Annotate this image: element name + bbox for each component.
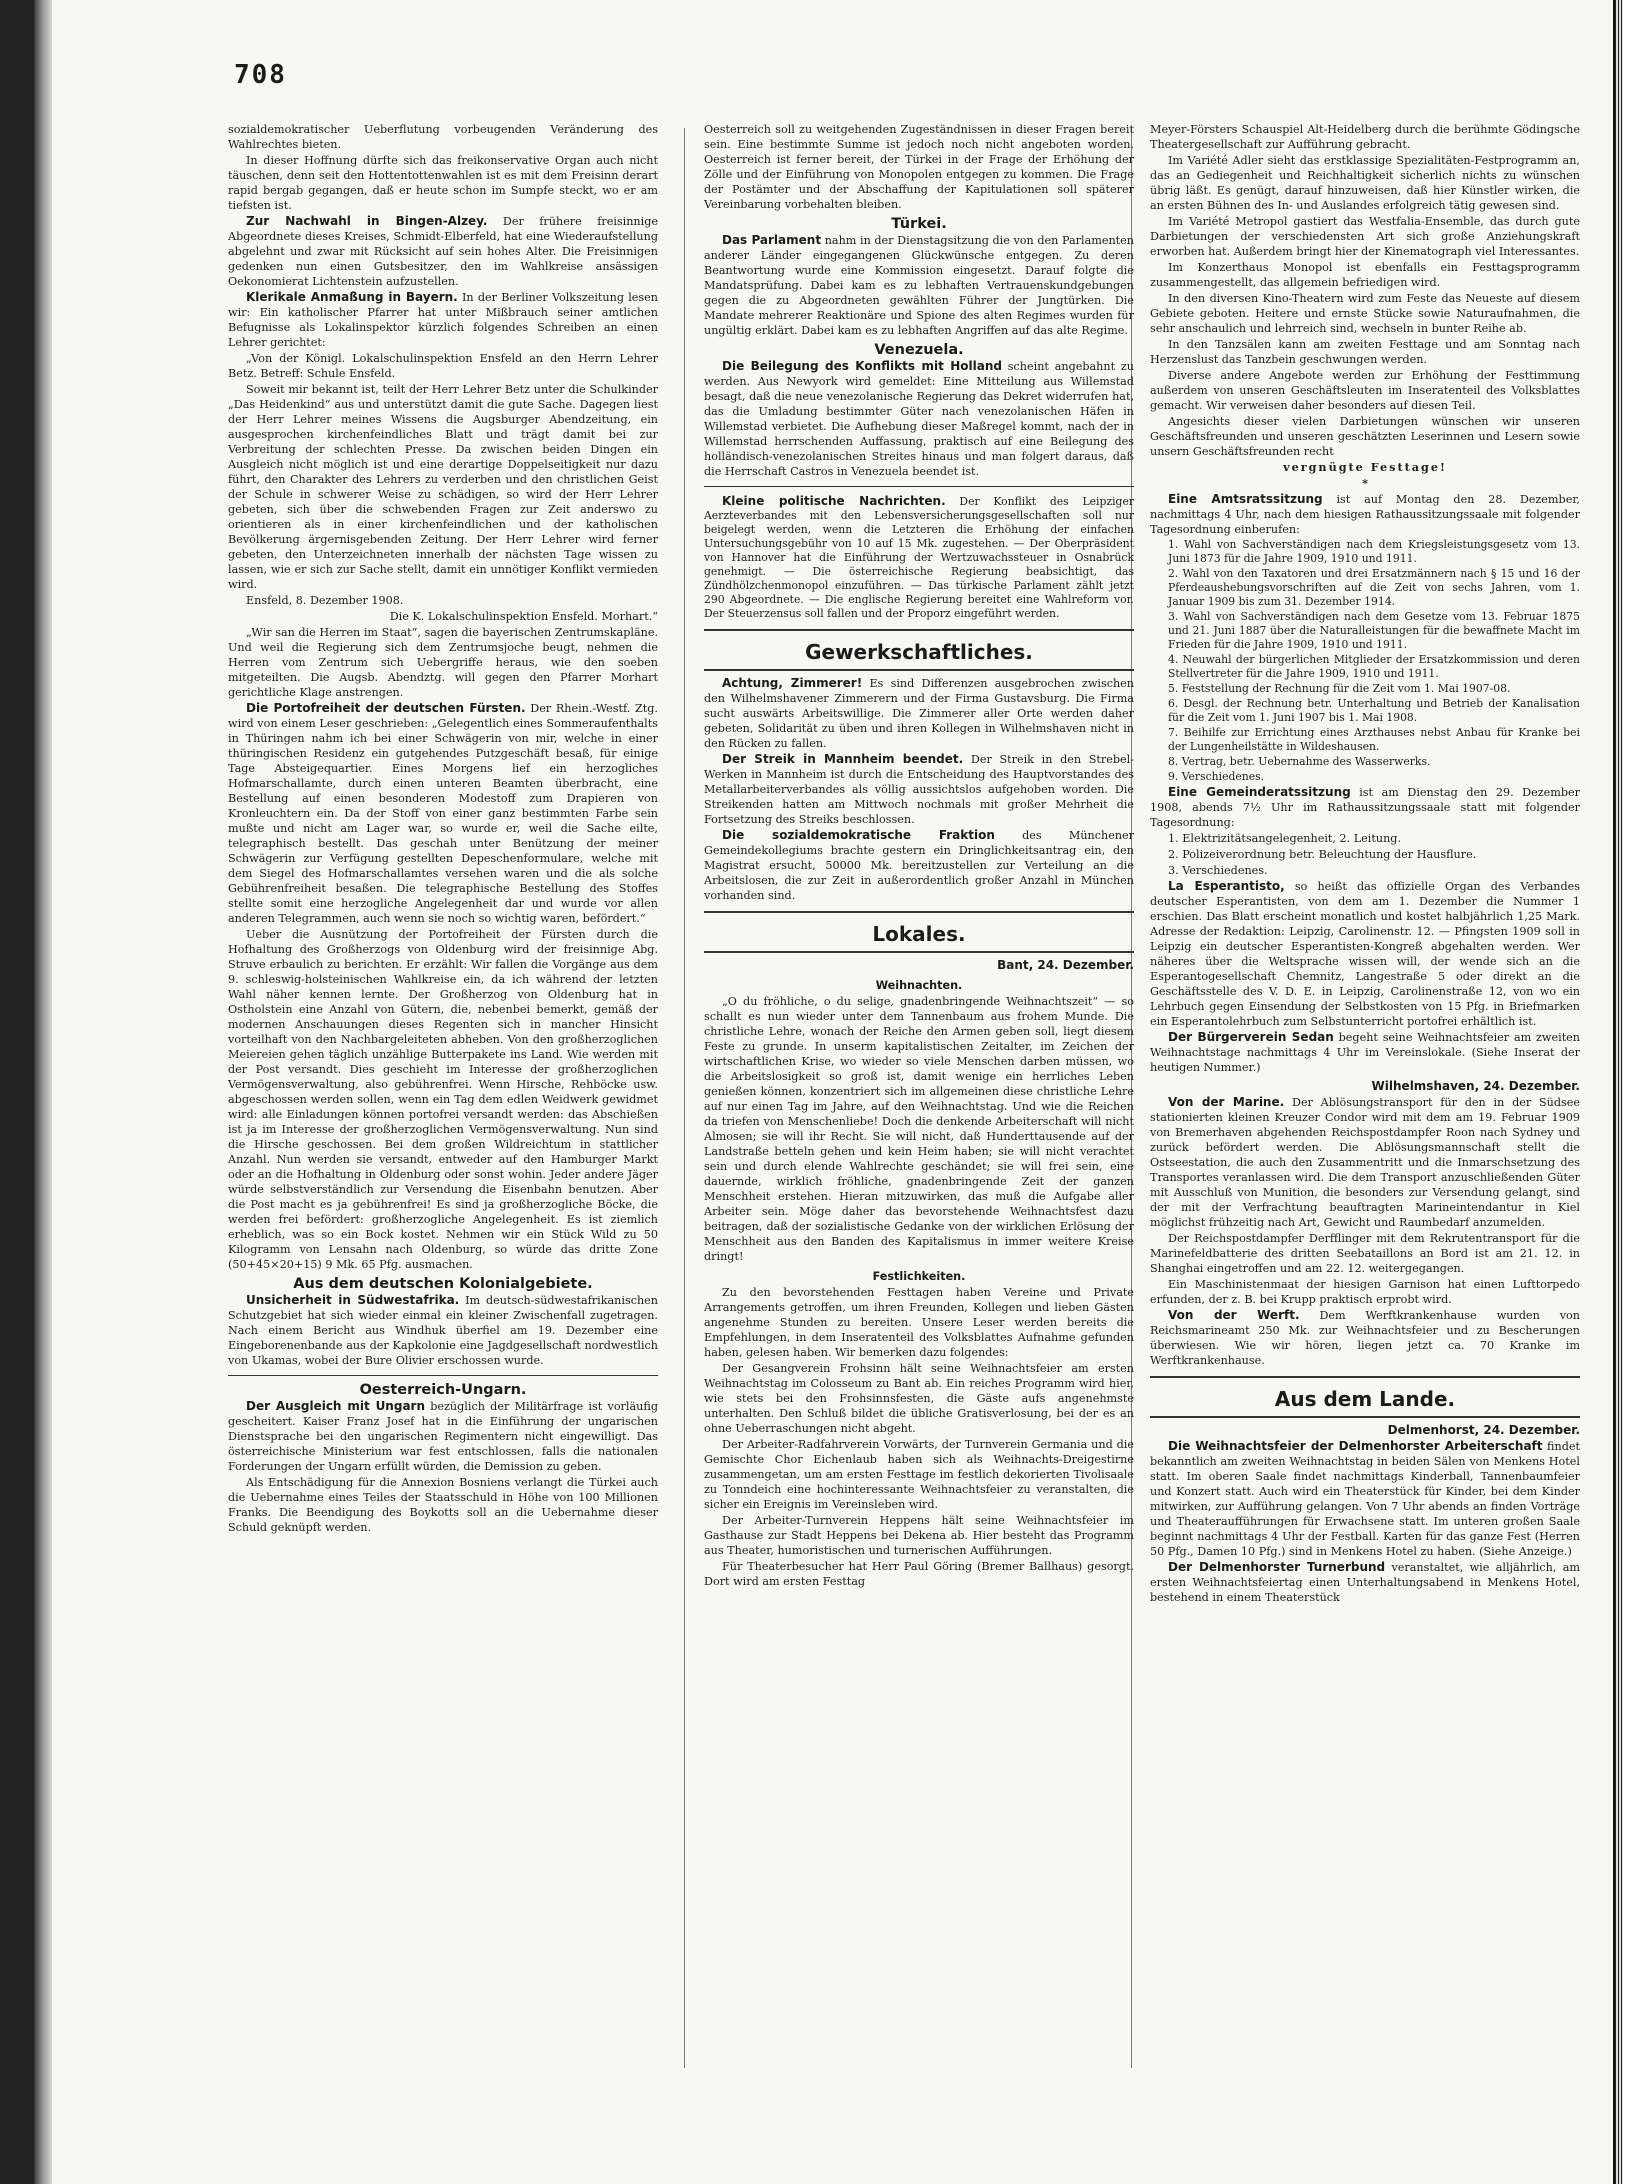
paragraph: Dem Werftkrankenhause wurden von Reichsmarineamt 250 Mk. zur Weihnachtsfeier und zu Bescherungen überwiesen. Wie wir hören, liegen jetzt ca. 70 Kranke im Werftkrankenhause.	[1150, 1309, 1580, 1367]
paragraph: Es sind Differenzen ausgebrochen zwischen den Wilhelmshavener Zimmerern und der Firma Gustavsburg. Die Firma sucht auswärts Arbeitswillige. Die Zimmerer aller Orte werden daher gebeten, Solidarität zu üben und ihren Kollegen in Wilhelmshaven nicht in den Rücken zu fallen.	[704, 677, 1135, 750]
paragraph: Im Variété Adler sieht das erstklassige Spezialitäten-Festprogramm an, das an Gediegenheit und Reichhaltigkeit sicherlich nichts zu wünschen übrig läßt. Es genügt, darauf hinzuweisen, daß hier Künstler wirken, die an ersten Bühnen des In- und Auslandes erfolgreich tätig gewesen sind.	[1150, 154, 1580, 212]
paragraph: Im Konzerthaus Monopol ist ebenfalls ein Festtagsprogramm zusammengestellt, das allgemein befriedigen wird.	[1150, 261, 1580, 289]
paragraph: „O du fröhliche, o du selige, gnadenbringende Weihnachtszeit“ — so schallt es nun wieder unter dem Tannenbaum aus frohem Munde. Die christliche Lehre, wonach der Reiche den Armen geben soll, liegt diesem Feste zu grunde. In unserm kapitalistischen Zeitalter, im Zeichen der wirtschaftlichen Krise, wo wieder so viele Menschen darben müssen, wo die Arbeitslosigkeit so groß ist, damit wenige ein herrliches Leben genießen können, konzentriert sich im allgemeinen diese christliche Lehre auf nur einen Tag im Jahre, auf den Weihnachtstag. Und wie die Reichen da triefen von Menschenliebe! Doch die denkende Arbeiterschaft will nicht Almosen; sie will ihr Recht. Sie will nicht, daß Hunderttausende auf der Landstraße betteln gehen und kein Heim haben; sie will nicht verachtet sein und durch elende Wahlrechte geschändet; sie will frei sein, eine dauernde, wirklich fröhliche, gnadenbringende Zeit der ganzen Menschheit erstehen. Hieran mitzuwirken, das muß die Aufgabe aller Arbeiter sein. Möge daher das bevorstehende Weihnachtsfest dazu beitragen, daß der sozialistische Gedanke von der wirklichen Erlösung der Menschheit aus den Banden des Kapitalismus in immer weitere Kreise dringt!	[704, 995, 1134, 1263]
list-item: 1. Wahl von Sachverständigen nach dem Kriegsleistungsgesetz vom 13. Juni 1873 für die Jahre 1909, 1910 und 1911.	[1168, 538, 1580, 565]
paragraph: Der Ablösungstransport für den in der Südsee stationierten kleinen Kreuzer Condor wird mit dem am 19. Februar 1909 von Bremerhaven abgehenden Reichspostdampfer Roon nach Sydney und zurück befördert werden. Die Ablösungsmannschaft stellt die Ostseestation, die auch den Zusammentritt und die Inmarschsetzung des Transportes veranlassen wird. Die dem Transport anzuschließenden Güter mit Ausschluß von Munition, die besonders zur Versendung gelangt, sind der mit der Verfrachtung beauftragten Marineintendantur in Kiel möglichst frühzeitig nach Art, Gewicht und Raumbedarf anzumelden.	[1150, 1096, 1580, 1229]
article-heading: Die Weihnachtsfeier der Delmenhorster Arbeiterschaft	[1168, 1439, 1543, 1453]
paragraph: ist am Dienstag den 29. Dezember 1908, abends 7½ Uhr im Rathaussitzungssaale statt mit folgender Tagesordnung:	[1150, 786, 1580, 829]
paragraph: sozialdemokratischer Ueberflutung vorbeugenden Veränderung des Wahlrechtes bieten.	[228, 123, 658, 151]
paragraph: Der Arbeiter-Turnverein Heppens hält seine Weihnachtsfeier im Gasthause zur Stadt Heppens bei Dekena ab. Hier besteht das Programm aus Theater, humoristischen und turnerischen Aufführungen.	[704, 1514, 1134, 1557]
letter-signature: Die K. Lokalschulinspektion Ensfeld. Morhart.“	[389, 610, 658, 623]
article-heading: Von der Werft.	[1168, 1308, 1300, 1322]
letter-body: Soweit mir bekannt ist, teilt der Herr Lehrer Betz unter die Schulkinder „Das Heidenkind“ aus und unterstützt damit die gute Sache. Dagegen liest der Herr Lehrer meines Wissens die Augsburger Abendzeitung, ein ausgesprochen kirchenfeindliches Blatt und trägt damit bei zur Verbreitung der schlechten Presse. Da zwischen beiden Dingen ein Ausgleich nicht möglich ist und eine derartige Doppelseitigkeit nur dazu führt, den Charakter des Lehrers zu verderben und den christlichen Geist der Schule in schwerer Weise zu schädigen, so wird der Herr Lehrer gebeten, sich über die schwebenden Fragen zur Zeit anderswo zu orientieren als in einer kirchenfeindlichen und der katholischen Bevölkerung ärgernisgebenden Zeitung. Der Herr Lehrer wird ferner gebeten, den Unterzeichneten innerhalb der nächsten Tage wissen zu lassen, wie er sich zur Sache stellt, damit ein unnötiger Konflikt vermieden wird.	[228, 383, 658, 591]
list-item: 2. Polizeiverordnung betr. Beleuchtung der Hausflure.	[1168, 848, 1477, 861]
dateline: Bant, 24. Dezember.	[997, 958, 1134, 972]
paragraph: Zu den bevorstehenden Festtagen haben Vereine und Private Arrangements getroffen, um ihren Freunden, Kollegen und lieben Gästen angenehme Stunden zu bereiten. Unsere Leser werden bereits die Empfehlungen, in dem Inseratenteil des Volksblattes Aufnahme gefunden haben, gelesen haben. Wir bemerken dazu folgendes:	[704, 1286, 1134, 1359]
binding-shadow	[34, 0, 52, 2184]
section-heading-box	[1150, 1376, 1580, 1418]
paragraph: Oesterreich soll zu weitgehenden Zugeständnissen in dieser Fragen bereit sein. Eine bestimmte Summe ist jedoch noch nicht angeboten worden. Oesterreich ist ferner bereit, der Türkei in der Frage der Erhöhung der Zölle und der Einführung von Monopolen entgegen zu kommen. Die Frage der Postämter und der Abschaffung der Kapitulationen soll späterer Vereinbarung vorbehalten bleiben.	[704, 123, 1134, 211]
book-binding	[0, 0, 38, 2184]
column-3	[1150, 122, 1580, 1606]
paragraph: so heißt das offizielle Organ des Verbandes deutscher Esperantisten, von dem am 1. Dezember die Nummer 1 erschien. Das Blatt erscheint monatlich und kostet halbjährlich 1,25 Mark. Adresse der Redaktion: Leipzig, Carolinenstr. 12. — Pfingsten 1909 soll in Leipzig ein deutscher Esperantisten-Kongreß abgehalten werden. Wer näheres über die Weltsprache wissen will, der wende sich an die Esperantogesellschaft Chemnitz, Langestraße 5 oder direkt an die Geschäftsstelle des V. D. E. in Leipzig, Carolinenstraße 12, von wo ein Lehrbuch gegen Einsendung der Selbstkosten von 15 Pfg. in Briefmarken ein Esperantolehrbuch zum Selbstunterricht portofrei erhältlich ist.	[1150, 880, 1580, 1028]
paragraph: Meyer-Försters Schauspiel Alt-Heidelberg durch die berühmte Gödingsche Theatergesellschaft zur Aufführung gebracht.	[1150, 123, 1580, 151]
paragraph: des Münchener Gemeindekollegiums brachte gestern ein Dringlichkeitsantrag ein, den Magistrat ersucht, 50000 Mk. bereitzustellen zur Verteilung an die Arbeitslosen, die zur Zeit in außerordentlich großer Anzahl in München vorhanden sind.	[704, 829, 1134, 902]
section-heading-box	[704, 629, 1134, 671]
article-heading: Der Streik in Mannheim beendet.	[722, 752, 964, 766]
paragraph: Ein Maschinistenmaat der hiesigen Garnison hat einen Lufttorpedo erfunden, der z. B. bei Krupp praktisch erprobt wird.	[1150, 1278, 1580, 1306]
section-heading: Aus dem Lande.	[1274, 1387, 1456, 1411]
list-item: 7. Beihilfe zur Errichtung eines Arzthauses nebst Anbau für Kranke bei der Lungenheilstätte in Wildeshausen.	[1168, 726, 1580, 753]
paragraph: ist auf Montag den 28. Dezember, nachmittags 4 Uhr, nach dem hiesigen Rathaussitzungssaale mit folgender Tagesordnung einberufen:	[1150, 493, 1580, 536]
paragraph: In den Tanzsälen kann am zweiten Festtage und am Sonntag nach Herzenslust das Tanzbein geschwungen werden.	[1150, 338, 1580, 366]
paragraph: scheint angebahnt zu werden. Aus Newyork wird gemeldet: Eine Mitteilung aus Willemstad besagt, daß die neue venezolanische Regierung das Dekret widerrufen hat, das die Umladung bestimmter Güter nach venezolanischen Häfen in Willemstad verbietet. Die Aufhebung dieser Maßregel kommt, nach der in Willemstad herrschenden Auffassung, praktisch auf eine Beilegung des holländisch-venezolanischen Streites hinaus und man folgert daraus, daß die Herrschaft Castros in Venezuela beendet ist.	[704, 360, 1134, 478]
list-item: 4. Neuwahl der bürgerlichen Mitglieder der Ersatzkommission und deren Stellvertreter für die Jahre 1909, 1910 und 1911.	[1168, 653, 1580, 680]
list-item: 8. Vertrag, betr. Uebernahme des Wasserwerks.	[1168, 755, 1431, 768]
letter-date: Ensfeld, 8. Dezember 1908.	[246, 594, 404, 607]
article-heading: Klerikale Anmaßung in Bayern.	[246, 290, 458, 304]
paragraph: bezüglich der Militärfrage ist vorläufig gescheitert. Kaiser Franz Josef hat in die Einführung der ungarischen Dienstsprache bei den ungarischen Regimentern nicht eingewilligt. Das österreichische Ministerium war fest entschlossen, falls die nationalen Forderungen der Ungarn erfüllt würden, die Demission zu geben.	[228, 1400, 658, 1473]
column-1	[228, 122, 658, 1536]
paragraph: Als Entschädigung für die Annexion Bosniens verlangt die Türkei auch die Uebernahme eines Teiles der Staatsschuld in Höhe von 100 Millionen Franks. Die Beendigung des Boykotts soll an die Uebernahme dieser Schuld geknüpft werden.	[228, 1476, 658, 1534]
article-heading: Zur Nachwahl in Bingen-Alzey.	[246, 214, 488, 228]
paragraph: begeht seine Weihnachtsfeier am zweiten Weihnachtstage nachmittags 4 Uhr im Vereinslokale. (Siehe Inserat der heutigen Nummer.)	[1150, 1031, 1581, 1074]
column-2	[704, 122, 1134, 1590]
dateline: Delmenhorst, 24. Dezember.	[1387, 1423, 1580, 1437]
article-heading: Das Parlament	[722, 233, 822, 247]
letter-quote: „Von der Königl. Lokalschulinspektion Ensfeld an den Herrn Lehrer Betz. Betreff: Schule Ensfeld.	[228, 352, 658, 380]
section-heading: Gewerkschaftliches.	[805, 640, 1033, 664]
paragraph: In dieser Hoffnung dürfte sich das freikonservative Organ auch nicht täuschen, denn seit den Hottentottenwahlen ist es mit dem Freisinn derart rapid bergab gegangen, daß er heute schon im Sumpfe steckt, wo er am tiefsten ist.	[228, 154, 658, 212]
article-heading: Kleine politische Nachrichten.	[722, 494, 946, 508]
paragraph: nahm in der Dienstagsitzung die von den Parlamenten anderer Länder eingegangenen Glückwünsche entgegen. Zu deren Beantwortung wurde eine Kommission eingesetzt. Darauf folgte die Mandatsprüfung. Dabei kam es zu lebhaften Vertrauenskundgebungen gegen die zu Abgeordneten gewählten Führer der Jungtürken. Die Mandate mehrerer Reaktionäre und Spione des alten Regimes wurden für ungültig erklärt. Dabei kam es zu lebhaften Angriffen auf das alte Regime.	[704, 234, 1134, 337]
article-heading: Der Delmenhorster Turnerbund	[1168, 1560, 1386, 1574]
separator	[228, 1375, 658, 1376]
paragraph: Der frühere freisinnige Abgeordnete dieses Kreises, Schmidt-Elberfeld, hat eine Wiederaufstellung abgelehnt und zwar mit Rücksicht auf sein hohes Alter. Die Freisinnigen gedenken nun einen Gutsbesitzer, den im Wahlkreise ansässigen Oekonomierat Lichtenstein aufzustellen.	[228, 215, 658, 288]
article-heading: Festlichkeiten.	[872, 1270, 966, 1283]
agenda-list	[1150, 538, 1580, 784]
paragraph: Angesichts dieser vielen Darbietungen wünschen wir unseren Geschäftsfreunden und unseren geschätzten Leserinnen und Lesern sowie unsern Geschäftsfreunden recht	[1150, 415, 1580, 458]
dateline: Wilhelmshaven, 24. Dezember.	[1371, 1079, 1580, 1093]
list-item: 1. Elektrizitätsangelegenheit, 2. Leitung.	[1168, 832, 1402, 845]
paragraph: In der Berliner Volkszeitung lesen wir: Ein katholischer Pfarrer hat unter Mißbrauch seiner amtlichen Befugnisse als Lokalinspektor kürzlich folgendes Schreiben an einen Lehrer gerichtet:	[228, 291, 658, 349]
section-heading-box	[704, 911, 1134, 953]
paragraph: Im Variété Metropol gastiert das Westfalia-Ensemble, das durch gute Darbietungen der verschiedensten Art sich große Anziehungskraft erworben hat. Außerdem bringt hier der Kinematograph viel Interessantes.	[1150, 215, 1580, 258]
column-rule-1	[684, 128, 685, 2068]
page-number: 708	[234, 60, 287, 90]
paragraph: Der Rhein.-Westf. Ztg. wird von einem Leser geschrieben: „Gelegentlich eines Sommeraufenthalts in Thüringen nahm ich bei einer Schwägerin von mir, welche in einer thüringischen Residenz ein gutgehendes Putzgeschäft besaß, für einige Tage Absteigequartier. Eines Morgens lief ein herzogliches Hofmarschallamte, durch einen unteren Beamten überbracht, eine Bestellung auf einen besonderen Modestoff zum Drapieren von Kronleuchtern ein. Da der Stoff von einer ganz bestimmten Farbe sein mußte und nicht am Lager war, so wurde er, weil die Sache eilte, telegraphisch bestellt. Das geschah unter Benützung der meiner Schwägerin zur Verfügung gestellten Depeschenformulare, welche mit dem Siegel des Hofmarschallamtes versehen waren und die als solche Gebührenfreiheit besaßen. Die telegraphische Bestellung des Stoffes stellte somit eine herzogliche Angelegenheit dar und wurde vor allen anderen Telegrammen, auch wenn sie noch so wichtig waren, befördert.“	[228, 702, 658, 925]
paragraph: Der Streik in den Strebel-Werken in Mannheim ist durch die Entscheidung des Hauptvorstandes des Metallarbeiterverbandes als völlig aussichtslos aufgehoben worden. Die Streikenden hatten am Mittwoch nochmals mit großer Mehrheit die Fortsetzung des Streiks beschlossen.	[704, 753, 1134, 826]
list-item: 5. Feststellung der Rechnung für die Zeit vom 1. Mai 1907-08.	[1168, 682, 1511, 695]
asterisk-divider: *	[1362, 476, 1368, 490]
newspaper-page	[228, 38, 1588, 2138]
article-heading: Die sozialdemokratische Fraktion	[722, 828, 995, 842]
paragraph: Für Theaterbesucher hat Herr Paul Göring (Bremer Ballhaus) gesorgt. Dort wird am ersten Festtag	[704, 1560, 1134, 1588]
section-heading: Venezuela.	[874, 342, 964, 358]
article-heading: Von der Marine.	[1168, 1095, 1285, 1109]
section-heading: Türkei.	[891, 216, 947, 232]
paragraph: Ueber die Ausnützung der Portofreiheit der Fürsten durch die Hofhaltung des Großherzogs von Oldenburg wird der freisinnige Abg. Struve erbaulich zu berichten. Er erzählt: Wir fallen die Vorgänge aus dem 9. schleswig-holsteinischen Wahlkreise ein, da ich während der letzten Wahl näher kennen lernte. Der Großherzog von Oldenburg hat in Ostholstein eine Anzahl von Gütern, die, nebenbei bemerkt, gemäß der modernen Anschauungen dieses Regenten sich in mancher Hinsicht vorteilhaft von den Nachbargeleiteten abheben. Von den großherzoglichen Meiereien gehen täglich unzählige Butterpakete ins Land. Wie werden mit der Post versandt. Dies geschieht im Interesse der großherzoglichen Vermögensverwaltung, also gebührenfrei. Wenn Hirsche, Rehböcke usw. abgeschossen werden sollen, wenn ein Tag dem edlen Weidwerk gewidmet wird: alle Einladungen können portofrei versandt werden: das Abschießen ist ja im Interesse der großherzoglichen Vermögensverwaltung. Nun sind die Hirsche geschossen. Bei dem großen Wildreichtum in stattlicher Anzahl. Nun werden sie versandt, entweder auf den Hamburger Markt oder an die Hofhaltung in Oldenburg oder sonst wohin. Jeder andere Jäger würde selbstverständlich zur Versendung die Eisenbahn benutzen. Aber die Post macht es ja gebührenfrei! Es sind ja großherzogliche Böcke, die werden frei befördert: großherzogliche Angelegenheit. Es ist ziemlich erheblich, was so ein Bock kostet. Nehmen wir ein Stück Wild zu 50 Kilogramm von Lensahn nach Oldenburg, so würde das dritte Zone (50+45×20+15) 9 Mk. 65 Pfg. ausmachen.	[228, 928, 658, 1271]
article-heading: Unsicherheit in Südwestafrika.	[246, 1293, 460, 1307]
article-heading: Der Bürgerverein Sedan	[1168, 1030, 1334, 1044]
article-heading: Die Portofreiheit der deutschen Fürsten.	[246, 701, 526, 715]
paragraph: Diverse andere Angebote werden zur Erhöhung der Festtimmung außerdem von unseren Geschäftsleuten im Inseratenteil des Volksblattes gemacht. Wir verweisen daher besonders auf diesen Teil.	[1150, 369, 1580, 412]
paragraph: veranstaltet, wie alljährlich, am ersten Weihnachtsfeiertag einen Unterhaltungsabend in Menkens Hotel, bestehend in einem Theaterstück	[1150, 1561, 1580, 1604]
separator	[704, 486, 1134, 487]
article-heading: Der Ausgleich mit Ungarn	[246, 1399, 425, 1413]
paragraph: findet bekanntlich am zweiten Weihnachtstag in beiden Sälen von Menkens Hotel statt. Im oberen Saale findet nachmittags Kinderball, Tannenbaumfeier und Konzert statt. Auch wird ein Theaterstück für Kinder, bei dem Kinder mitwirken, zur Aufführung gelangen. Von 7 Uhr abends an finden Vorträge und Theateraufführungen für Erwachsene statt. Im unteren großen Saale beginnt nachmittags 4 Uhr der Festball. Karten für das ganze Fest (Herren 50 Pfg., Damen 10 Pfg.) sind in Menkens Hotel zu haben. (Siehe Anzeige.)	[1150, 1440, 1580, 1558]
greeting: vergnügte Festtage!	[1283, 460, 1447, 474]
section-heading: Lokales.	[872, 922, 966, 946]
paragraph: Der Arbeiter-Radfahrverein Vorwärts, der Turnverein Germania und die Gemischte Chor Eichenlaub haben sich als Weihnachts-Dreigestirne zusammengetan, um am ersten Festtage im festlich dekorierten Tivolisaale zu Tonndeich eine hochinteressante Weihnachtsfeier zu veranstalten, die sicher ein Ereignis im Vereinsleben wird.	[704, 1438, 1134, 1511]
article-heading: Weihnachten.	[875, 979, 963, 992]
list-item: 2. Wahl von den Taxatoren und drei Ersatzmännern nach § 15 und 16 der Pferdeaushebungsvorschriften auf die Zeit von sechs Jahren, vom 1. Januar 1909 bis zum 31. Dezember 1914.	[1168, 567, 1580, 608]
list-item: 3. Verschiedenes.	[1168, 864, 1268, 877]
section-heading: Oesterreich-Ungarn.	[359, 1382, 527, 1398]
article-heading: Eine Amtsratssitzung	[1168, 492, 1323, 506]
list-item: 6. Desgl. der Rechnung betr. Unterhaltung und Betrieb der Kanalisation für die Zeit vom 1. Juni 1907 bis 1. Mai 1908.	[1168, 697, 1580, 724]
list-item: 9. Verschiedenes.	[1168, 770, 1265, 783]
page-stack-edge	[1613, 0, 1639, 2184]
article-heading: La Esperantisto,	[1168, 879, 1285, 893]
list-item: 3. Wahl von Sachverständigen nach dem Gesetze vom 13. Februar 1875 und 21. Juni 1887 über die Naturalleistungen für die bewaffnete Macht im Frieden für die Jahre 1909, 1910 und 1911.	[1168, 610, 1580, 651]
article-heading: Achtung, Zimmerer!	[722, 676, 863, 690]
paragraph: Im deutsch-südwestafrikanischen Schutzgebiet hat sich wieder einmal ein kleiner Zwischenfall zugetragen. Nach einem Bericht aus Windhuk überfiel am 19. Dezember eine Eingeborenenbande aus der Kapkolonie eine Jagdgesellschaft nordwestlich von Ukamas, wobei der Bure Olivier erschossen wurde.	[228, 1294, 659, 1367]
paragraph: In den diversen Kino-Theatern wird zum Feste das Neueste auf diesem Gebiete geboten. Heitere und ernste Stücke sowie Naturaufnahmen, die sehr anschaulich und lehrreich sind, wechseln in bunter Reihe ab.	[1150, 292, 1580, 335]
paragraph: Der Reichspostdampfer Derfflinger mit dem Rekrutentransport für die Marinefeldbatterie des dritten Seebataillons an Bord ist am 21. 12. in Shanghai eingetroffen und am 22. 12. weitergegangen.	[1150, 1232, 1580, 1275]
section-heading: Aus dem deutschen Kolonialgebiete.	[293, 1276, 593, 1292]
page-edge-lines	[1615, 0, 1623, 2184]
article-heading: Eine Gemeinderatssitzung	[1168, 785, 1351, 799]
paragraph: „Wir san die Herren im Staat“, sagen die bayerischen Zentrumskapläne. Und weil die Regierung sich dem Zentrumsjoche beugt, nehmen die Herren vom Zentrum sich Uebergriffe heraus, wie den soeben mitgeteilten. Die Augsb. Abendztg. will gegen den Pfarrer Morhart gerichtliche Klage anstrengen.	[228, 626, 658, 699]
paragraph: Der Konflikt des Leipziger Aerzteverbandes mit den Lebensversicherungsgesellschaften soll nur beigelegt werden, wenn die Letzteren die Erhöhung der einfachen Untersuchungsgebühr von 10 auf 15 Mk. zugestehen. — Der Oberpräsident von Hannover hat die Einführung der Wertzuwachssteuer in Osnabrück genehmigt. — Die österreichische Regierung beabsichtigt, das Zündhölzchenmonopol einzuführen. — Das türkische Parlament zählt jetzt 290 Abgeordnete. — Die englische Regierung bereitet eine Wahlreform vor. Der Steuerzensus soll fallen und der Proporz eingeführt werden.	[704, 495, 1134, 620]
paragraph: Der Gesangverein Frohsinn hält seine Weihnachtsfeier am ersten Weihnachtstag im Colosseum zu Bant ab. Ein reiches Programm wird hier, wie stets bei den Frohsinnsfesten, die Gäste aufs angenehmste unterhalten. Den Schluß bildet die übliche Gratisverlosung, bei der es an ohne Ueberraschungen nicht abgeht.	[704, 1362, 1134, 1435]
article-heading: Die Beilegung des Konflikts mit Holland	[722, 359, 1002, 373]
